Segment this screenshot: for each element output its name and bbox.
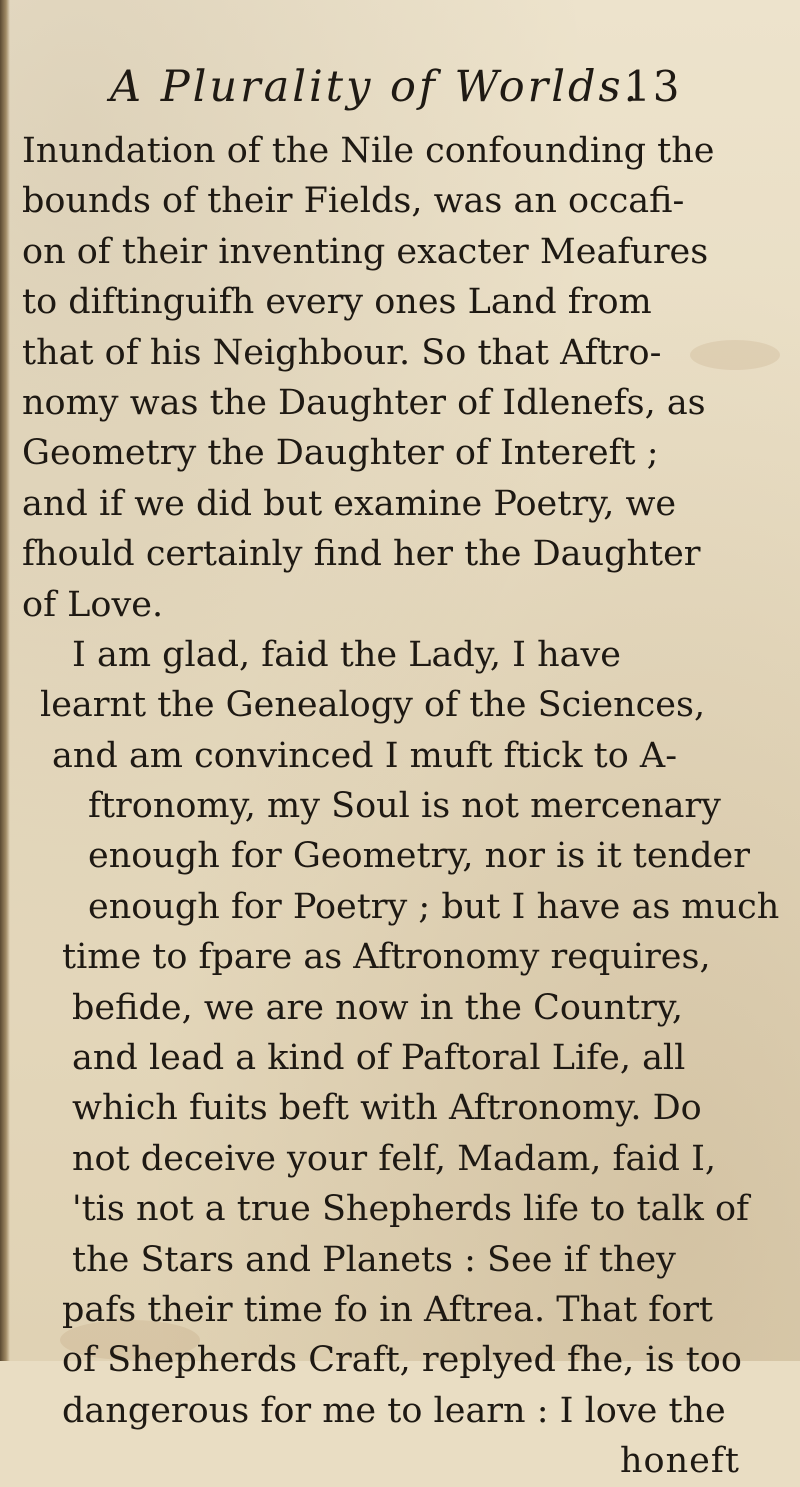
page-header [0, 62, 800, 122]
text-line: dangerous for me to learn : I love the [62, 1390, 726, 1431]
text-line: 'tis not a true Shepherds life to talk of [72, 1189, 749, 1230]
body-text [0, 126, 800, 1487]
text-line: bounds of their Fields, was an occafi- [22, 181, 685, 222]
signature-line [0, 1436, 800, 1486]
text-line: ftronomy, my Soul is not mercenary [88, 786, 721, 827]
paragraph-start-line: I am glad, faid the Lady, I have [72, 634, 621, 675]
text-line: of Shepherds Craft, replyed fhe, is too [62, 1340, 742, 1381]
text-line: nomy was the Daughter of Idlenefs, as [22, 382, 706, 423]
text-line: of Love. [22, 584, 164, 625]
text-line: on of their inventing exacter Meafures [22, 231, 709, 272]
text-line: not deceive your felf, Madam, faid I, [72, 1138, 717, 1179]
text-line: and lead a kind of Paftoral Life, all [72, 1038, 686, 1079]
text-line: and am convinced I muft ftick to A- [52, 735, 678, 776]
text-line: the Stars and Planets : See if they [72, 1239, 676, 1280]
text-line: enough for Geometry, nor is it tender [88, 836, 750, 877]
text-line: time to fpare as Aftronomy requires, [62, 937, 711, 978]
page-number: 13 [624, 62, 682, 111]
text-line: fhould certainly find her the Daughter [22, 534, 701, 575]
text-line: that of his Neighbour. So that Aftro- [22, 332, 662, 373]
text-line: pafs their time fo in Aftrea. That fort [62, 1289, 713, 1330]
text-line: befide, we are now in the Country, [72, 987, 684, 1028]
running-title: A Plurality of Worlds. [110, 62, 641, 112]
text-line: to diftinguifh every ones Land from [22, 282, 652, 323]
text-line: enough for Poetry ; but I have as much [88, 886, 780, 927]
text-line: learnt the Genealogy of the Sciences, [40, 685, 706, 726]
text-line: Inundation of the Nile confounding the [22, 131, 715, 171]
text-line: and if we did but examine Poetry, we [22, 483, 677, 524]
text-line: which fuits beft with Aftronomy. Do [72, 1088, 702, 1129]
text-line: Geometry the Daughter of Intereft ; [22, 433, 659, 474]
catchword: honeft [620, 1441, 740, 1482]
